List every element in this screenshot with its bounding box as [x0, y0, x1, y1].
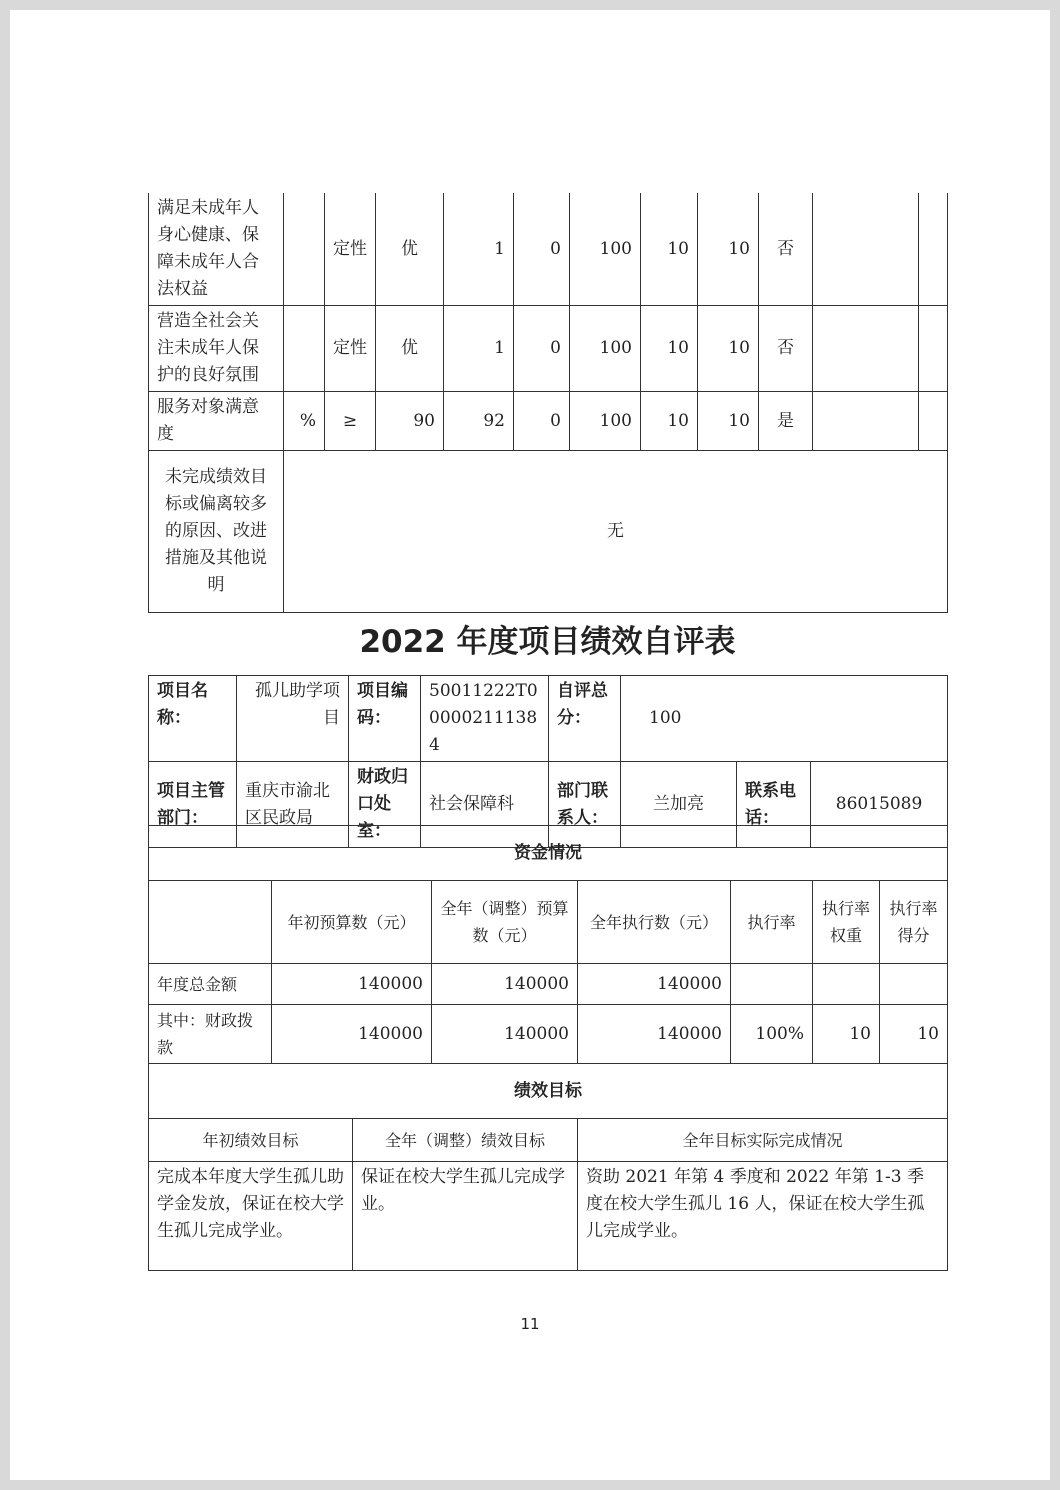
- deviation-value: 无: [284, 451, 948, 613]
- indicator-op: 定性: [325, 193, 376, 306]
- indicator-name: 营造全社会关注未成年人保护的良好氛围: [149, 306, 284, 392]
- funds-row-label: 年度总金额: [149, 964, 272, 1005]
- indicator-row: [149, 392, 948, 451]
- indicator-c6: 100: [570, 193, 641, 306]
- funds-budget: 140000: [272, 964, 432, 1005]
- indicator-empty: [813, 306, 919, 392]
- project-name: 孤儿助学项目: [237, 676, 349, 762]
- goals-header: 年初绩效目标: [149, 1119, 353, 1162]
- funds-header: 执行率得分: [880, 881, 948, 964]
- score-value: 100: [621, 676, 948, 762]
- indicator-c8: 10: [698, 392, 759, 451]
- indicator-c5: 0: [514, 306, 570, 392]
- office-label: 财政归口处室：: [349, 762, 421, 848]
- goals-section-row: [149, 1064, 948, 1119]
- indicator-empty: [919, 193, 948, 306]
- dept-label: 项目主管部门：: [149, 762, 237, 848]
- contact-value: 兰加亮: [621, 762, 737, 848]
- funds-budget: 140000: [272, 1005, 432, 1064]
- indicator-empty: [813, 392, 919, 451]
- goals-header-row: [149, 1119, 948, 1162]
- project-info-table: [148, 675, 948, 848]
- office-value: 社会保障科: [421, 762, 549, 848]
- page-title: 2022 年度项目绩效自评表: [359, 624, 736, 660]
- funds-section-title: 资金情况: [149, 826, 948, 881]
- document-page: [10, 10, 1050, 1480]
- page-number: 11: [520, 1315, 540, 1333]
- indicator-c8: 10: [698, 193, 759, 306]
- funds-header: 全年执行数（元）: [578, 881, 731, 964]
- goal-adjusted: 保证在校大学生孤儿完成学业。: [353, 1162, 578, 1271]
- table-row: [149, 1005, 948, 1064]
- indicator-unit: [284, 306, 325, 392]
- project-code: 50011222T000002111384: [421, 676, 549, 762]
- funds-header: 年初预算数（元）: [272, 881, 432, 964]
- indicator-c6: 100: [570, 392, 641, 451]
- funds-header-empty: [149, 881, 272, 964]
- indicator-c6: 100: [570, 306, 641, 392]
- funds-adjusted: 140000: [432, 1005, 578, 1064]
- indicator-target: 优: [376, 306, 444, 392]
- funds-rate: 100%: [731, 1005, 813, 1064]
- indicator-actual: 92: [444, 392, 514, 451]
- funds-header: 全年（调整）预算数（元）: [432, 881, 578, 964]
- funds-header: 执行率权重: [813, 881, 880, 964]
- indicator-empty: [813, 193, 919, 306]
- indicator-c9: 是: [759, 392, 813, 451]
- goal-initial: 完成本年度大学生孤儿助学金发放，保证在校大学生孤儿完成学业。: [149, 1162, 353, 1271]
- indicator-unit: [284, 193, 325, 306]
- funds-section-row: [149, 826, 948, 881]
- indicator-empty: [919, 392, 948, 451]
- indicator-c7: 10: [641, 392, 698, 451]
- indicator-unit: %: [284, 392, 325, 451]
- funds-goals-table: [148, 825, 948, 1271]
- funds-weight: [813, 964, 880, 1005]
- funds-row-label: 其中：财政拨款: [149, 1005, 272, 1064]
- indicator-op: ≥: [325, 392, 376, 451]
- indicator-actual: 1: [444, 193, 514, 306]
- indicator-c7: 10: [641, 193, 698, 306]
- funds-score: [880, 964, 948, 1005]
- goal-actual: 资助 2021 年第 4 季度和 2022 年第 1-3 季度在校大学生孤儿 16 人，保证在校大学生孤儿完成学业。: [578, 1162, 948, 1271]
- goals-header: 全年（调整）绩效目标: [353, 1119, 578, 1162]
- score-label: 自评总分：: [549, 676, 621, 762]
- goals-header: 全年目标实际完成情况: [578, 1119, 948, 1162]
- funds-executed: 140000: [578, 964, 731, 1005]
- deviation-label: 未完成绩效目标或偏离较多的原因、改进措施及其他说明: [149, 451, 284, 613]
- indicator-actual: 1: [444, 306, 514, 392]
- funds-header: 执行率: [731, 881, 813, 964]
- indicator-row: [149, 193, 948, 306]
- table-row: [149, 964, 948, 1005]
- project-name-label: 项目名称：: [149, 676, 237, 762]
- indicator-name: 满足未成年人身心健康、保障未成年人合法权益: [149, 193, 284, 306]
- funds-score: 10: [880, 1005, 948, 1064]
- phone-value: 86015089: [811, 762, 948, 848]
- funds-weight: 10: [813, 1005, 880, 1064]
- goals-row: [149, 1162, 948, 1271]
- deviation-row: [149, 451, 948, 613]
- phone-label: 联系电话：: [737, 762, 811, 848]
- indicator-empty: [919, 306, 948, 392]
- indicator-target: 90: [376, 392, 444, 451]
- funds-rate: [731, 964, 813, 1005]
- indicator-table: [148, 193, 948, 613]
- goals-section-title: 绩效目标: [149, 1064, 948, 1119]
- indicator-row: [149, 306, 948, 392]
- info-row: [149, 676, 948, 762]
- project-code-label: 项目编码：: [349, 676, 421, 762]
- indicator-c9: 否: [759, 193, 813, 306]
- indicator-target: 优: [376, 193, 444, 306]
- indicator-c5: 0: [514, 392, 570, 451]
- funds-executed: 140000: [578, 1005, 731, 1064]
- indicator-op: 定性: [325, 306, 376, 392]
- indicator-c5: 0: [514, 193, 570, 306]
- funds-adjusted: 140000: [432, 964, 578, 1005]
- indicator-c8: 10: [698, 306, 759, 392]
- dept-value: 重庆市渝北区民政局: [237, 762, 349, 848]
- contact-label: 部门联系人：: [549, 762, 621, 848]
- funds-header-row: [149, 881, 948, 964]
- indicator-c7: 10: [641, 306, 698, 392]
- indicator-c9: 否: [759, 306, 813, 392]
- indicator-name: 服务对象满意度: [149, 392, 284, 451]
